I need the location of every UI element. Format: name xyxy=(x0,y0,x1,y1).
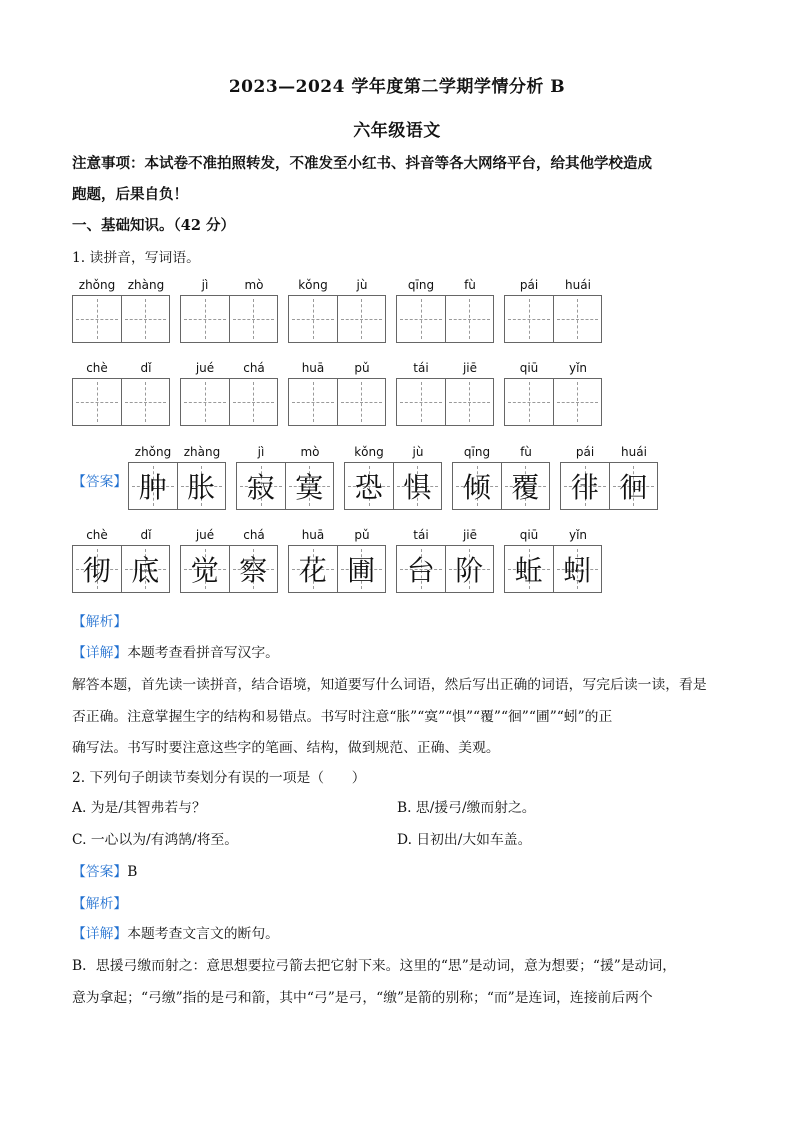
analysis-tag: 【解析】 xyxy=(72,614,128,630)
q2-option-b: B. 思/援弓/缴而射之。 xyxy=(397,800,536,816)
pinyin: qīng xyxy=(463,445,491,459)
q2-detail-text: 本题考查文言文的断句。 xyxy=(127,926,279,942)
pinyin: zhàng xyxy=(183,445,221,459)
pinyin: jù xyxy=(412,445,424,459)
pinyin: huái xyxy=(621,445,647,459)
answer-box xyxy=(452,462,550,510)
pinyin: pǔ xyxy=(354,528,370,542)
q2-option-d: D. 日初出/大如车盖。 xyxy=(397,832,532,848)
answer-box xyxy=(128,462,226,510)
pinyin: fù xyxy=(464,278,476,292)
pinyin: chè xyxy=(86,528,108,542)
analysis-tag: 【解析】 xyxy=(72,896,128,912)
answer-box xyxy=(288,545,386,593)
answer-char: 圃 xyxy=(347,554,376,587)
q2-answer-line xyxy=(72,860,137,880)
pinyin: kǒng xyxy=(298,278,328,292)
writing-box[interactable] xyxy=(288,295,386,343)
pinyin: huā xyxy=(301,361,325,375)
pinyin: chá xyxy=(243,361,265,375)
answer-char: 胀 xyxy=(187,471,216,504)
answer-box xyxy=(180,545,278,593)
writing-box[interactable] xyxy=(396,378,494,426)
q2-detail-line xyxy=(72,922,279,942)
notice-line-2: 跑题，后果自负！ xyxy=(72,186,188,203)
answer-char: 寞 xyxy=(295,471,324,504)
q1-explain-line-2: 否正确。注意掌握生字的结构和易错点。书写时注意“胀”“寞”“惧”“覆”“徊”“圃”“蚓”的正 xyxy=(72,709,613,725)
answer-char: 蚯 xyxy=(514,554,543,587)
q2-option-a: A. 为是/其智弗若与？ xyxy=(72,800,206,816)
q1-detail-line xyxy=(72,641,279,661)
pinyin: huā xyxy=(301,528,325,542)
pinyin: jué xyxy=(195,528,215,542)
answer-box xyxy=(236,462,334,510)
pinyin: qīng xyxy=(407,278,435,292)
answer-char: 阶 xyxy=(455,554,484,587)
pinyin: pǔ xyxy=(354,361,370,375)
answer-char: 倾 xyxy=(462,471,491,504)
q2-answer: B xyxy=(127,864,138,880)
pinyin: zhǒng xyxy=(134,445,172,459)
pinyin: pái xyxy=(575,445,595,459)
q2-option-c: C. 一心以为/有鸿鹄/将至。 xyxy=(72,832,239,848)
pinyin: dǐ xyxy=(140,528,152,542)
pinyin: yǐn xyxy=(568,361,588,375)
q2-explain-line-2: 意为拿起；“弓缴”指的是弓和箭，其中“弓”是弓，“缴”是箭的别称；“而”是连词，连接前后两个 xyxy=(72,990,653,1006)
notice-line-1: 注意事项：本试卷不准拍照转发，不准发至小红书、抖音等各大网络平台，给其他学校造成 xyxy=(72,155,652,172)
section-heading: 一、基础知识。（42 分） xyxy=(72,217,235,234)
pinyin: jù xyxy=(356,278,368,292)
answer-char: 惧 xyxy=(403,471,432,504)
answer-char: 肿 xyxy=(138,471,167,504)
pinyin: yǐn xyxy=(568,528,588,542)
exam-title: 2023—2024 学年度第二学期学情分析 B xyxy=(228,77,566,97)
q1-explain-line-3: 确写法。书写时要注意这些字的笔画、结构，做到规范、正确、美观。 xyxy=(72,740,500,756)
answer-char: 花 xyxy=(298,554,327,587)
pinyin: zhǒng xyxy=(78,278,116,292)
writing-box[interactable] xyxy=(288,378,386,426)
pinyin: tái xyxy=(413,361,429,375)
pinyin: huái xyxy=(565,278,591,292)
pinyin: mò xyxy=(300,445,320,459)
pinyin: jué xyxy=(195,361,215,375)
answer-tag: 【答案】 xyxy=(72,864,128,880)
writing-box[interactable] xyxy=(72,295,170,343)
detail-tag: 【详解】 xyxy=(72,926,128,942)
exam-subtitle: 六年级语文 xyxy=(353,121,441,141)
answer-box xyxy=(560,462,658,510)
answer-char: 寂 xyxy=(246,471,275,504)
answer-char: 彻 xyxy=(82,554,111,587)
q1-explain-line-1: 解答本题，首先读一读拼音，结合语境，知道要写什么词语，然后写出正确的词语，写完后读一读，看是 xyxy=(72,677,707,693)
writing-box[interactable] xyxy=(180,378,278,426)
pinyin: fù xyxy=(520,445,532,459)
pinyin: jiē xyxy=(462,361,478,375)
pinyin: tái xyxy=(413,528,429,542)
answer-box xyxy=(504,545,602,593)
pinyin: chè xyxy=(86,361,108,375)
answer-char: 台 xyxy=(406,554,435,587)
q2-explain-line-1: B．思援弓缴而射之：意思想要拉弓箭去把它射下来。这里的“思”是动词，意为想要；“援”是动词， xyxy=(72,958,677,974)
answer-char: 徊 xyxy=(619,471,648,504)
answer-char: 蚓 xyxy=(563,554,592,587)
q2-stem: 2. 下列句子朗读节奏划分有误的一项是（ ） xyxy=(72,770,366,786)
answer-box xyxy=(72,545,170,593)
answer-char: 觉 xyxy=(190,554,219,587)
writing-box[interactable] xyxy=(504,378,602,426)
pinyin: jì xyxy=(201,278,209,292)
answer-box xyxy=(396,545,494,593)
pinyin: mò xyxy=(244,278,264,292)
q1-detail-text: 本题考查看拼音写汉字。 xyxy=(127,645,279,661)
answer-char: 恐 xyxy=(354,471,383,504)
pinyin: pái xyxy=(519,278,539,292)
q1-stem: 1. 读拼音，写词语。 xyxy=(72,250,200,266)
pinyin: kǒng xyxy=(354,445,384,459)
pinyin: jiē xyxy=(462,528,478,542)
pinyin: dǐ xyxy=(140,361,152,375)
answer-char: 覆 xyxy=(511,471,540,504)
answer-box xyxy=(344,462,442,510)
answer-tag: 【答案】 xyxy=(72,474,128,490)
answer-char: 徘 xyxy=(570,471,599,504)
writing-box[interactable] xyxy=(396,295,494,343)
detail-tag: 【详解】 xyxy=(72,645,128,661)
pinyin: qiū xyxy=(519,361,539,375)
answer-char: 底 xyxy=(131,554,160,587)
writing-box[interactable] xyxy=(180,295,278,343)
writing-box[interactable] xyxy=(72,378,170,426)
answer-char: 察 xyxy=(239,554,268,587)
pinyin: jì xyxy=(257,445,265,459)
writing-box[interactable] xyxy=(504,295,602,343)
pinyin: chá xyxy=(243,528,265,542)
pinyin: zhàng xyxy=(127,278,165,292)
pinyin: qiū xyxy=(519,528,539,542)
